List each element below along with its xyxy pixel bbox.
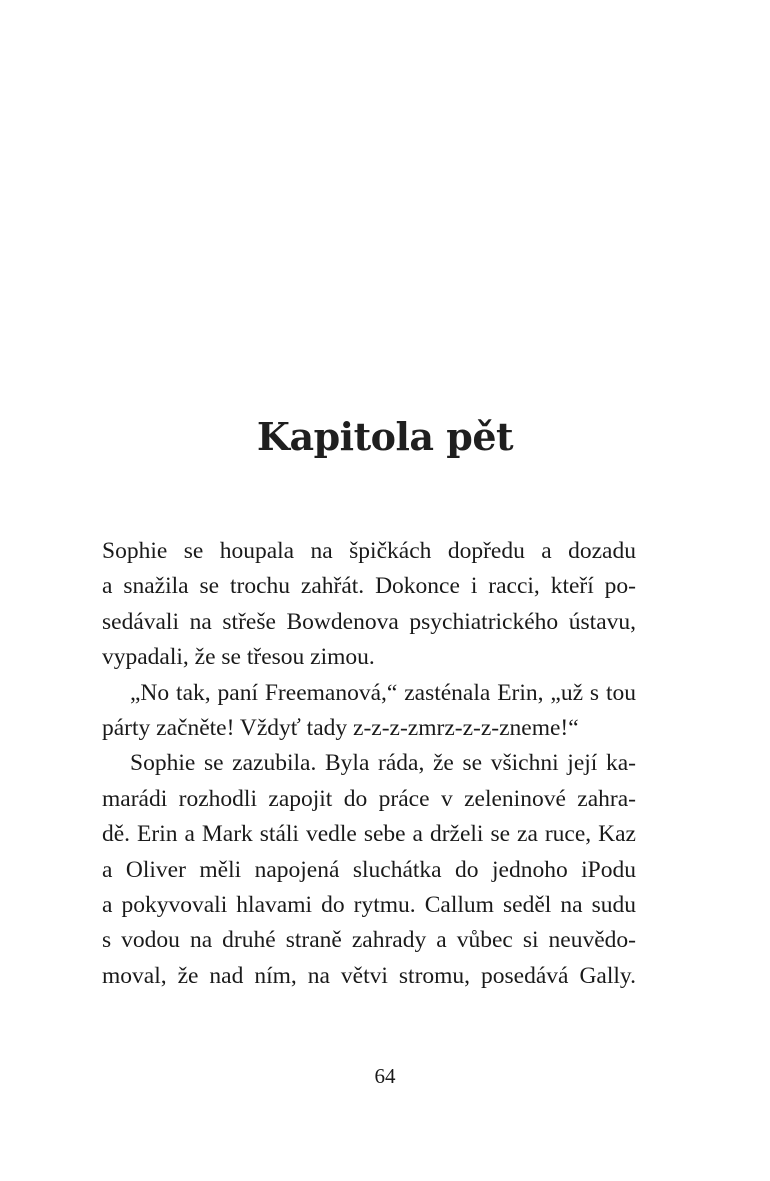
text-line: Sophie se houpala na špičkách dopředu a dozadu — [102, 538, 636, 564]
chapter-title: Kapitola pět — [256, 414, 514, 459]
text-line: a snažila se trochu zahřát. Dokonce i racci, kteří po- — [102, 573, 636, 600]
text-line: Sophie se zazubila. Byla ráda, že se všichni její ka- — [130, 750, 636, 777]
text-line: moval, že nad ním, na větvi stromu, posedává Gally. — [102, 962, 636, 989]
text-line: vypadali, že se třesou zimou. — [102, 644, 375, 671]
text-line: s vodou na druhé straně zahrady a vůbec si neuvědo- — [102, 927, 636, 954]
text-line: marádi rozhodli zapojit do práce v zeleninové zahra- — [102, 785, 636, 812]
text-line: dě. Erin a Mark stáli vedle sebe a drželi se za ruce, Kaz — [102, 821, 636, 848]
page-number: 64 — [374, 1064, 396, 1088]
text-line: sedávali na střeše Bowdenova psychiatrického ústavu, — [102, 608, 636, 635]
text-line: a pokyvovali hlavami do rytmu. Callum seděl na sudu — [102, 891, 636, 918]
text-line: párty začněte! Vždyť tady z-z-z-zmrz-z-z-zneme!“ — [102, 714, 579, 741]
text-line: a Oliver měli napojená sluchátka do jednoho iPodu — [102, 856, 636, 883]
body-text — [102, 534, 636, 994]
text-line: „No tak, paní Freemanová,“ zasténala Erin, „už s tou — [130, 679, 636, 706]
